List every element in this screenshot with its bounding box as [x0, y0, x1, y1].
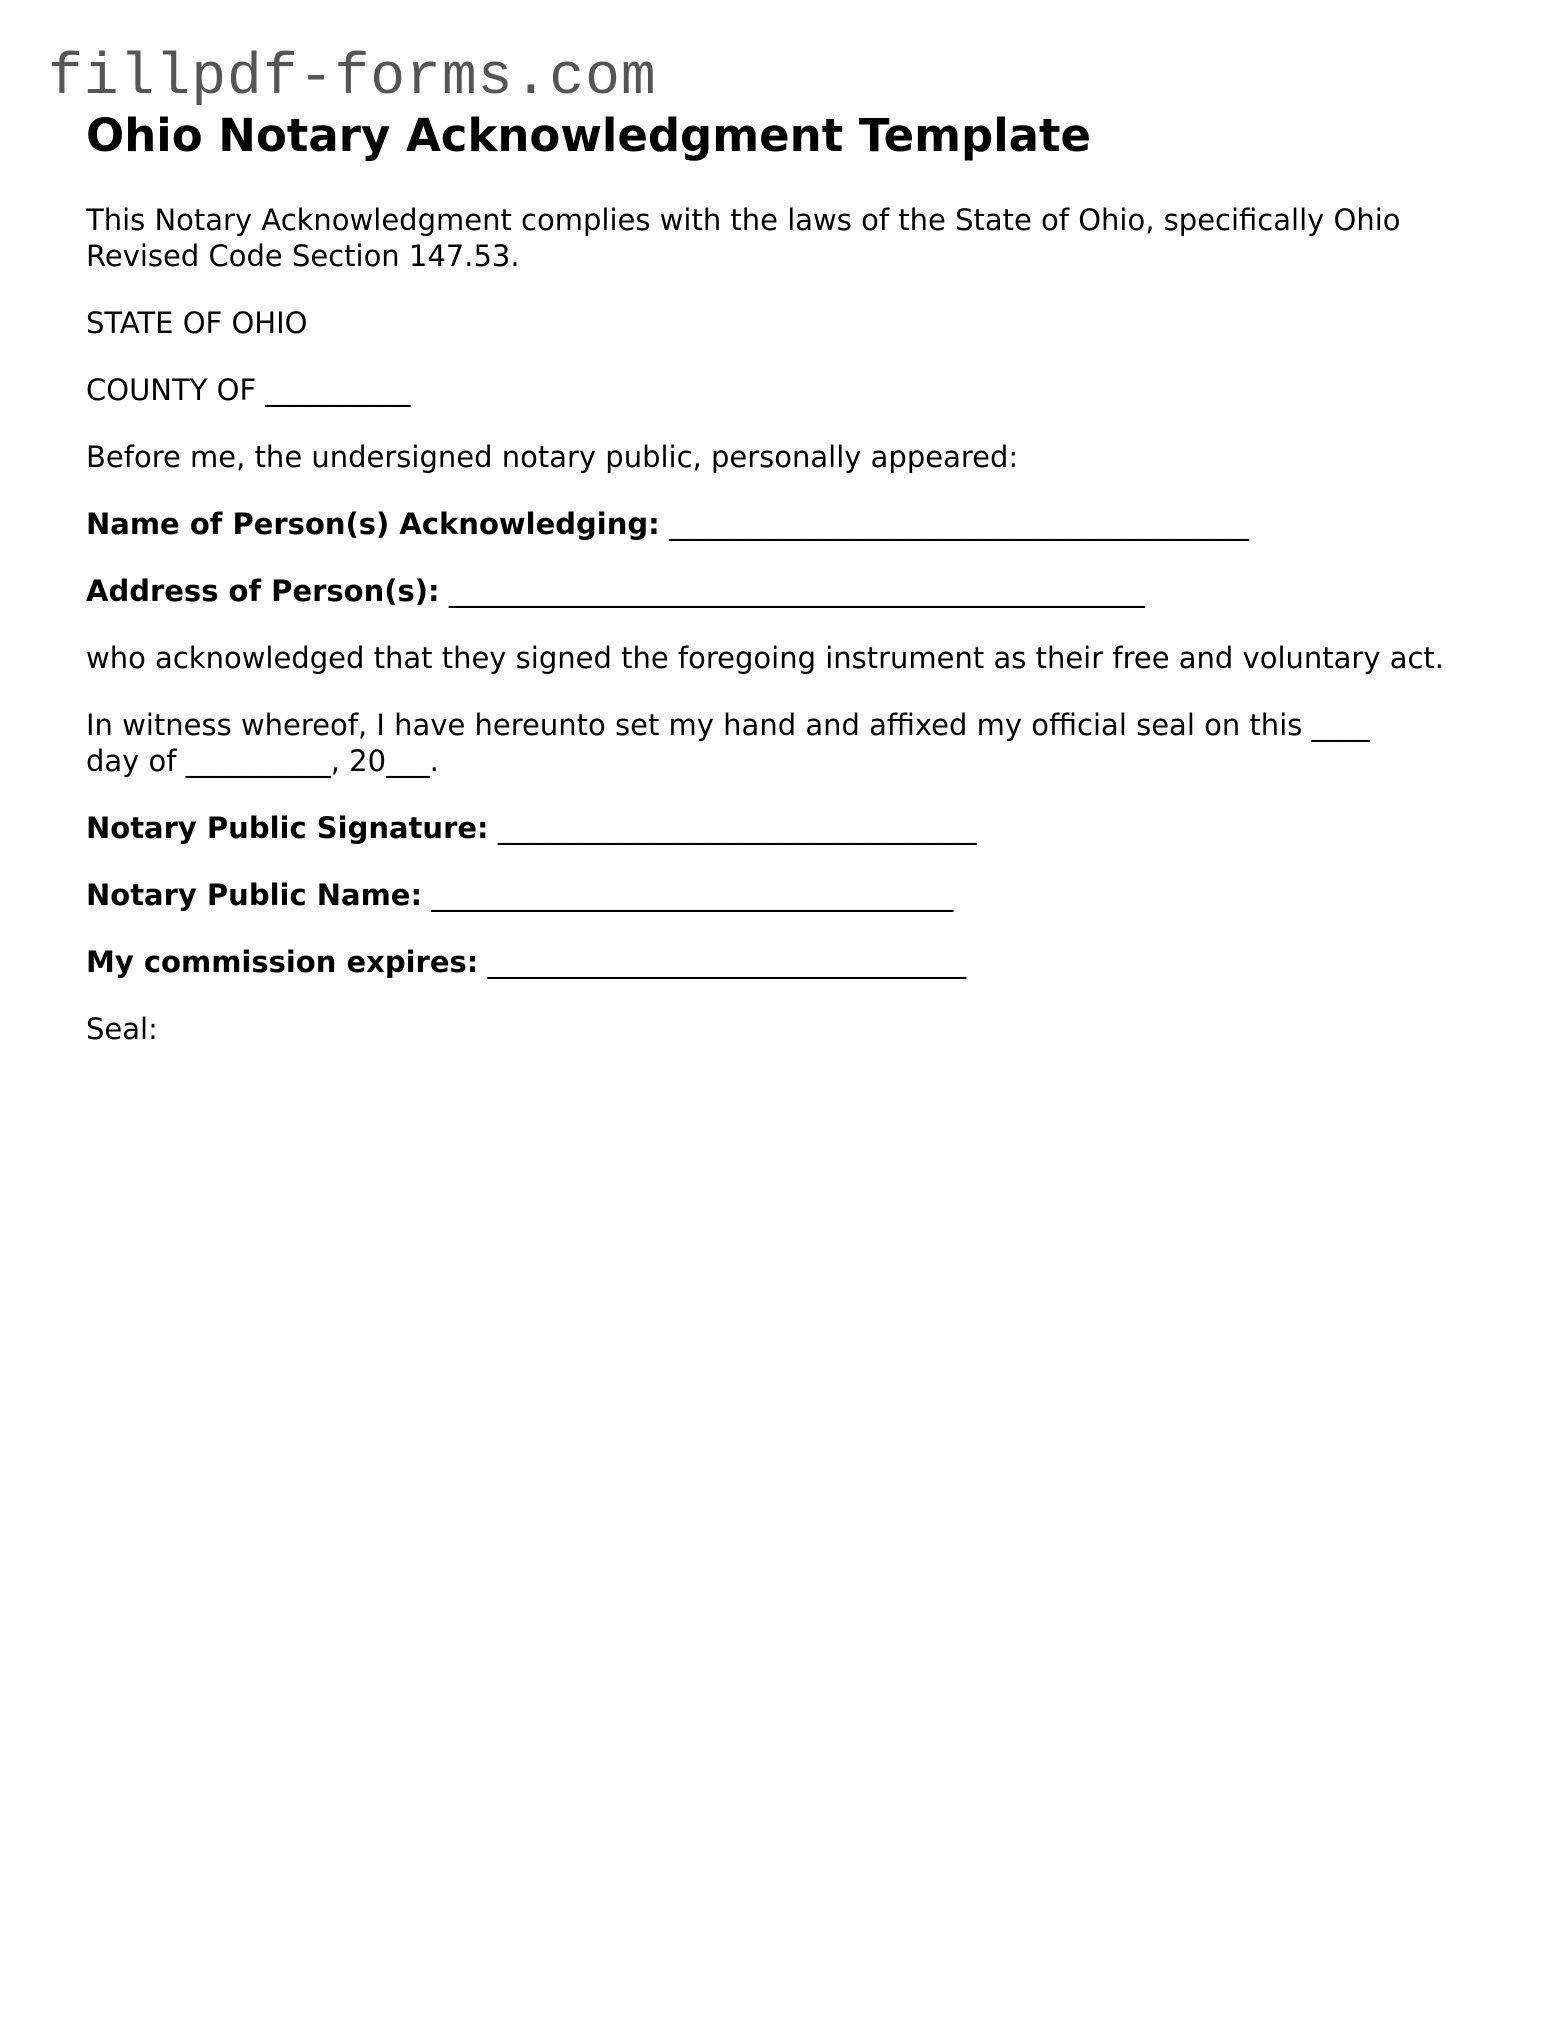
witness-paragraph: [86, 707, 1476, 779]
address-of-persons-blank[interactable]: ________________________________________________: [448, 574, 1145, 608]
before-me-line: Before me, the undersigned notary public, personally appeared:: [86, 440, 1019, 474]
acknowledged-paragraph: who acknowledged that they signed the foregoing instrument as their free and voluntary act.: [86, 641, 1445, 675]
page-title: Ohio Notary Acknowledgment Template: [86, 109, 1092, 162]
seal-label: Seal:: [86, 1012, 158, 1046]
notary-signature-blank[interactable]: _________________________________: [497, 811, 977, 845]
address-of-persons-label: Address of Person(s):: [86, 574, 440, 608]
notary-name-field: [86, 877, 1476, 913]
witness-line-2[interactable]: day of __________, 20___.: [86, 744, 439, 778]
address-of-persons-field: [86, 573, 1476, 609]
notary-signature-label: Notary Public Signature:: [86, 811, 489, 845]
notary-signature-field: [86, 810, 1476, 846]
commission-expires-label: My commission expires:: [86, 945, 479, 979]
commission-expires-blank[interactable]: _________________________________: [487, 945, 967, 979]
watermark: fillpdf-forms.com: [48, 46, 657, 111]
commission-expires-field: [86, 944, 1476, 980]
document-body: [86, 106, 1476, 1047]
state-line: STATE OF OHIO: [86, 306, 308, 340]
notary-name-label: Notary Public Name:: [86, 878, 423, 912]
county-line[interactable]: COUNTY OF __________: [86, 373, 411, 407]
intro-paragraph: This Notary Acknowledgment complies with the laws of the State of Ohio, specifically Ohio Revised Code Section 147.53.: [86, 203, 1401, 273]
witness-line-1[interactable]: In witness whereof, I have hereunto set my hand and affixed my official seal on this ____: [86, 708, 1370, 742]
notary-name-blank[interactable]: ____________________________________: [431, 878, 954, 912]
name-of-persons-blank[interactable]: ________________________________________: [668, 507, 1249, 541]
name-of-persons-field: [86, 506, 1476, 542]
name-of-persons-label: Name of Person(s) Acknowledging:: [86, 507, 660, 541]
